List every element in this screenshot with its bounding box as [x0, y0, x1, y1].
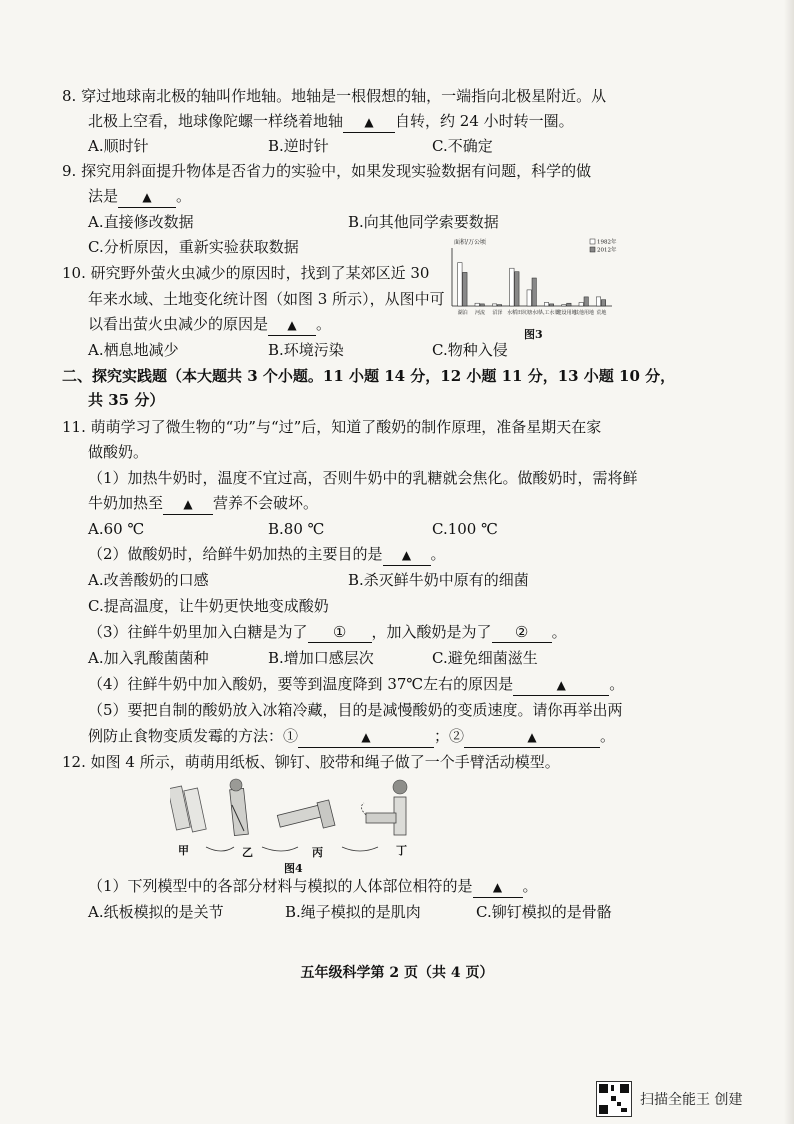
q9-line2: 法是 ▲ 。 [88, 186, 191, 208]
bar-1982-1 [475, 303, 479, 306]
x-tick-label: 人工水渠 [539, 310, 560, 316]
arrow-bing-ding [342, 847, 378, 851]
legend-label: 2012年 [597, 247, 617, 254]
bar-1982-6 [562, 305, 566, 306]
q12-p1-line: （1）下列模型中的各部分材料与模拟的人体部位相符的是 ▲ 。 [88, 876, 538, 898]
q11-intro-line2: 做酸奶。 [88, 443, 149, 461]
q11-p3-option-b: B.增加口感层次 [268, 649, 374, 667]
q11-p3-option-c: C.避免细菌滋生 [432, 649, 538, 667]
legend-swatch [590, 247, 595, 252]
q10-answer-blank[interactable]: ▲ [268, 315, 316, 336]
q11-p2-line: （2）做酸奶时，给鲜牛奶加热的主要目的是 ▲ 。 [88, 544, 446, 566]
bar-1982-8 [596, 297, 600, 306]
q11-p1-option-b: B.80 ℃ [268, 520, 325, 538]
q11-p1-line2: 牛奶加热至 ▲ 营养不会破坏。 [88, 493, 318, 515]
q8-option-b: B.逆时针 [268, 137, 329, 155]
chart-legend [590, 238, 617, 254]
section2-heading-line1: 二、探究实践题（本大题共 3 个小题。11 小题 14 分，12 小题 11 分，13 小题 10 分， [62, 367, 676, 385]
bar-2012-8 [601, 300, 605, 306]
figure4-label-ding: 丁 [396, 844, 407, 857]
arrow-yi-bing [262, 847, 298, 851]
q9-line1: 9. 探究用斜面提升物体是否省力的实验中，如果发现实验数据有问题，科学的做 [62, 162, 592, 180]
q10-option-c: C.物种入侵 [432, 341, 508, 359]
arm-model-ding [361, 780, 407, 835]
q10-line1: 10. 研究野外萤火虫减少的原因时，找到了某郊区近 30 [62, 264, 430, 282]
q8-line2: 北极上空看，地球像陀螺一样绕着地轴 ▲ 自转，约 24 小时转一圈。 [88, 111, 574, 133]
x-tick-label: 湖泊 [457, 310, 468, 316]
x-tick-label: 荒地 [596, 310, 607, 316]
q12-p1-option-c: C.铆钉模拟的是骨骼 [476, 903, 612, 921]
bar-2012-3 [515, 272, 519, 306]
q11-p1-answer-blank[interactable]: ▲ [163, 494, 213, 515]
arm-model-yi [230, 779, 249, 836]
q11-p3-answer-blank-1[interactable]: ① [308, 622, 372, 643]
x-tick-label: 坑塘水库 [521, 310, 543, 316]
bar-1982-7 [579, 303, 583, 307]
bar-2012-1 [480, 304, 484, 306]
q11-p1-line1: （1）加热牛奶时，温度不宜过高，否则牛奶中的乳糖就会焦化。做酸奶时，需将鲜 [88, 469, 638, 487]
figure4-caption: 图4 [284, 862, 303, 875]
bar-1982-0 [458, 263, 462, 306]
x-tick-label: 河流 [474, 310, 486, 316]
qr-code-icon [596, 1081, 632, 1117]
q11-p2-option-b: B.杀灭鲜牛奶中原有的细菌 [348, 571, 529, 589]
legend-label: 1982年 [597, 239, 617, 246]
bar-2012-2 [497, 305, 501, 306]
camscanner-text: 扫描全能王 创建 [640, 1092, 743, 1108]
page-footer: 五年级科学第 2 页（共 4 页） [300, 965, 494, 981]
q9-option-a: A.直接修改数据 [88, 213, 194, 231]
q11-p5-line2: 例防止食物变质发霉的方法：① ▲ ；② ▲ 。 [88, 726, 615, 748]
q10-line2: 年来水域、土地变化统计图（如图 3 所示），从图中可 [88, 290, 445, 308]
figure4-label-bing: 丙 [312, 846, 323, 859]
bar-2012-7 [584, 297, 588, 306]
q12-intro: 12. 如图 4 所示，萌萌用纸板、铆钉、胶带和绳子做了一个手臂活动模型。 [62, 753, 560, 771]
bar-1982-2 [492, 304, 496, 306]
q11-p5-answer-blank-1[interactable]: ▲ [298, 727, 434, 748]
figure3-caption: 图3 [524, 328, 543, 341]
q8-option-a: A.顺时针 [88, 137, 149, 155]
legend-swatch [590, 239, 595, 244]
q9-answer-blank[interactable]: ▲ [118, 187, 176, 208]
q8-option-c: C.不确定 [432, 137, 493, 155]
arrow-jia-yi [206, 847, 234, 851]
figure4-label-yi: 乙 [242, 846, 253, 859]
q12-p1-option-a: A.纸板模拟的是关节 [88, 903, 224, 921]
bar-2012-4 [532, 278, 536, 306]
q11-p5-answer-blank-2[interactable]: ▲ [464, 727, 600, 748]
q8-answer-blank[interactable]: ▲ [343, 112, 395, 133]
q12-p1-answer-blank[interactable]: ▲ [473, 877, 523, 898]
arm-model-jia [170, 786, 206, 832]
q11-p2-option-a: A.改善酸奶的口感 [88, 571, 209, 589]
bar-1982-3 [510, 268, 514, 306]
x-tick-label: 沼泽 [492, 310, 503, 316]
arm-model-bing [277, 800, 335, 828]
bar-2012-5 [549, 304, 553, 306]
q11-p3-answer-blank-2[interactable]: ② [492, 622, 552, 643]
q11-p4-answer-blank[interactable]: ▲ [513, 675, 609, 696]
section2-heading-line2: 共 35 分） [88, 391, 165, 409]
q11-p3-line: （3）往鲜牛奶里加入白糖是为了 ① ，加入酸奶是为了 ② 。 [88, 623, 567, 641]
q9-option-c: C.分析原因，重新实验获取数据 [88, 238, 299, 256]
x-tick-label: 其他用地 [573, 310, 595, 316]
q10-line3: 以看出萤火虫减少的原因是 ▲ 。 [88, 314, 331, 336]
x-tick-label: 水稻田 [507, 310, 523, 316]
q11-p2-option-c: C.提高温度，让牛奶更快地变成酸奶 [88, 597, 329, 615]
camscanner-watermark [596, 1082, 742, 1116]
q9-option-b: B.向其他同学索要数据 [348, 213, 499, 231]
q11-p4-line: （4）往鲜牛奶中加入酸奶，要等到温度降到 37℃左右的原因是 ▲ 。 [88, 674, 624, 696]
q11-p1-option-a: A.60 ℃ [88, 520, 145, 538]
q12-p1-option-b: B.绳子模拟的是肌肉 [285, 903, 421, 921]
q11-p2-answer-blank[interactable]: ▲ [383, 545, 431, 566]
figure3-bar-chart [440, 236, 630, 336]
scan-edge-shadow [784, 0, 794, 1124]
bar-2012-6 [567, 303, 571, 306]
q10-option-a: A.栖息地减少 [88, 341, 179, 359]
chart-ylabel: 面积/万公顷 [454, 239, 487, 246]
x-tick-label: 建设用地 [556, 310, 577, 316]
q11-p5-line1: （5）要把自制的酸奶放入冰箱冷藏，目的是减慢酸奶的变质速度。请你再举出两 [88, 701, 623, 719]
transition-arrows [206, 847, 378, 851]
q11-intro-line1: 11. 萌萌学习了微生物的“功”与“过”后，知道了酸奶的制作原理，准备星期天在家 [62, 418, 602, 436]
figure4-label-jia: 甲 [178, 844, 189, 857]
bar-1982-5 [544, 303, 548, 307]
q8-line1: 8. 穿过地球南北极的轴叫作地轴。地轴是一根假想的轴，一端指向北极星附近。从 [62, 87, 607, 105]
q10-option-b: B.环境污染 [268, 341, 344, 359]
bar-2012-0 [463, 272, 467, 306]
q11-p1-option-c: C.100 ℃ [432, 520, 498, 538]
bar-1982-4 [527, 290, 531, 306]
q11-p3-option-a: A.加入乳酸菌菌种 [88, 649, 209, 667]
